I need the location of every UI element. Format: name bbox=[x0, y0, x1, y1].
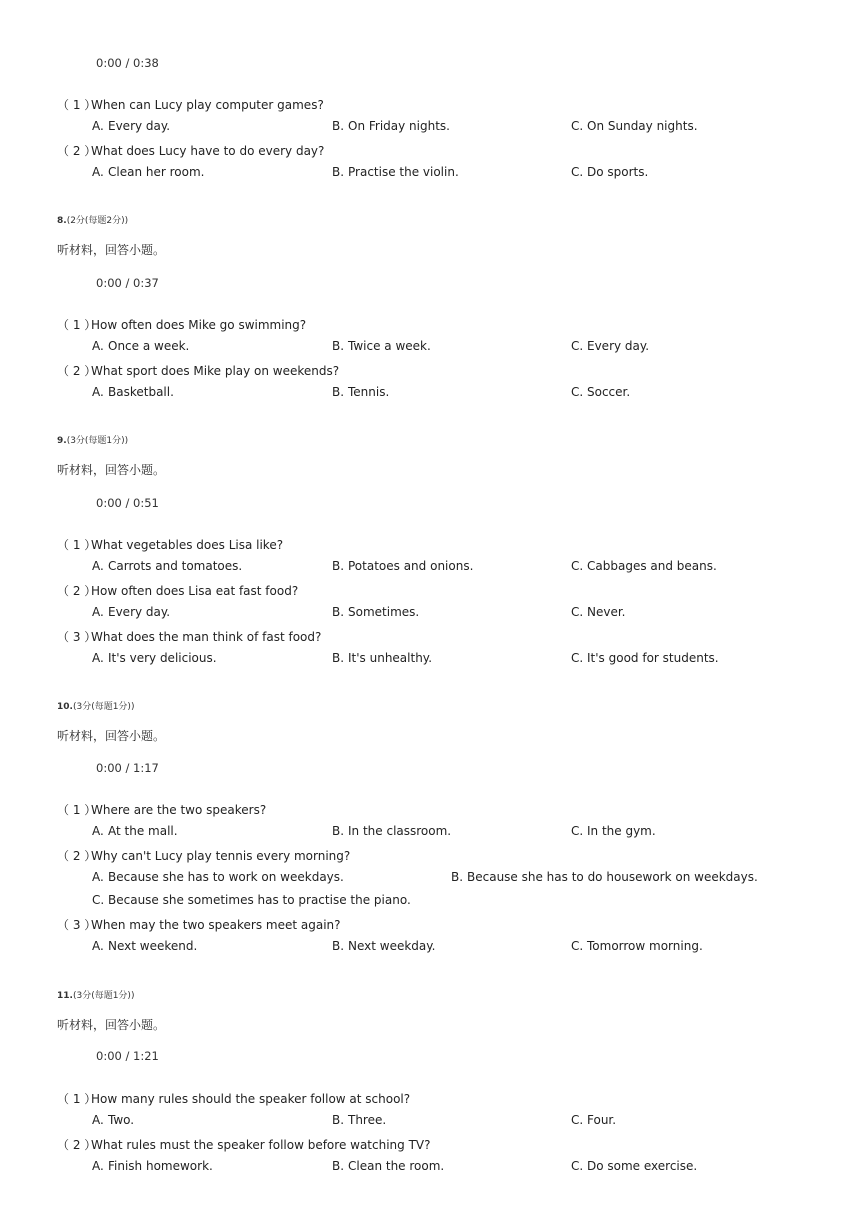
audio-time-display[interactable]: 0:00 / 0:37 bbox=[96, 276, 159, 290]
option-letter: B. bbox=[332, 559, 345, 573]
answer-option-b[interactable] bbox=[332, 605, 419, 619]
sub-question bbox=[57, 1090, 410, 1107]
option-letter: A. bbox=[92, 939, 104, 953]
sub-question bbox=[57, 536, 283, 553]
option-text: Potatoes and onions. bbox=[348, 559, 474, 573]
sub-question-number: （ 1 ） bbox=[57, 1092, 97, 1106]
sub-question-text: Where are the two speakers? bbox=[91, 803, 267, 817]
option-text: Once a week. bbox=[108, 339, 190, 353]
option-text: On Sunday nights. bbox=[587, 119, 698, 133]
option-letter: C. bbox=[571, 119, 584, 133]
audio-time-display[interactable]: 0:00 / 1:17 bbox=[96, 761, 159, 775]
answer-option-b[interactable] bbox=[332, 824, 451, 838]
option-text: Basketball. bbox=[108, 385, 174, 399]
option-letter: B. bbox=[332, 1113, 345, 1127]
sub-question bbox=[57, 316, 306, 333]
option-letter: B. bbox=[332, 651, 345, 665]
sub-question-text: Why can't Lucy play tennis every morning? bbox=[91, 849, 351, 863]
sub-question bbox=[57, 847, 350, 864]
option-text: Next weekday. bbox=[348, 939, 436, 953]
question-points: (2分(每题2分)) bbox=[66, 216, 129, 226]
answer-option-c[interactable] bbox=[571, 1159, 697, 1173]
answer-option-c[interactable] bbox=[571, 824, 656, 838]
option-letter: B. bbox=[332, 165, 345, 179]
sub-question bbox=[57, 582, 298, 599]
sub-question-text: How often does Lisa eat fast food? bbox=[91, 584, 299, 598]
sub-question-text: What does the man think of fast food? bbox=[91, 630, 322, 644]
question-instruction: 听材料，回答小题。 bbox=[57, 1018, 166, 1032]
option-text: Twice a week. bbox=[348, 339, 431, 353]
option-letter: B. bbox=[332, 385, 345, 399]
sub-question-number: （ 3 ） bbox=[57, 630, 97, 644]
sub-question-number: （ 2 ） bbox=[57, 849, 97, 863]
answer-option-a[interactable] bbox=[92, 339, 189, 353]
answer-option-a[interactable] bbox=[92, 165, 204, 179]
answer-option-a[interactable] bbox=[92, 1113, 134, 1127]
sub-question-text: What sport does Mike play on weekends? bbox=[91, 364, 340, 378]
answer-option-c[interactable] bbox=[571, 1113, 616, 1127]
option-letter: A. bbox=[92, 385, 104, 399]
option-letter: A. bbox=[92, 339, 104, 353]
answer-option-a[interactable] bbox=[92, 605, 170, 619]
option-text: Carrots and tomatoes. bbox=[108, 559, 243, 573]
option-letter: C. bbox=[92, 893, 105, 907]
option-text: Cabbages and beans. bbox=[587, 559, 717, 573]
answer-option-b[interactable] bbox=[451, 870, 758, 884]
option-letter: C. bbox=[571, 165, 584, 179]
answer-option-c[interactable] bbox=[571, 339, 649, 353]
option-letter: B. bbox=[332, 824, 345, 838]
option-letter: C. bbox=[571, 339, 584, 353]
option-text: Every day. bbox=[108, 605, 171, 619]
option-letter: C. bbox=[571, 651, 584, 665]
option-letter: C. bbox=[571, 824, 584, 838]
option-letter: C. bbox=[571, 939, 584, 953]
answer-option-b[interactable] bbox=[332, 1159, 444, 1173]
option-letter: C. bbox=[571, 1113, 584, 1127]
option-text: It's unhealthy. bbox=[348, 651, 433, 665]
answer-option-a[interactable] bbox=[92, 939, 197, 953]
answer-option-b[interactable] bbox=[332, 1113, 386, 1127]
sub-question-number: （ 1 ） bbox=[57, 98, 97, 112]
option-text: In the gym. bbox=[587, 824, 656, 838]
option-text: At the mall. bbox=[108, 824, 178, 838]
option-letter: A. bbox=[92, 559, 104, 573]
answer-option-c[interactable] bbox=[571, 385, 630, 399]
answer-option-c[interactable] bbox=[571, 605, 626, 619]
sub-question-text: What vegetables does Lisa like? bbox=[91, 538, 284, 552]
option-text: Because she sometimes has to practise the piano. bbox=[108, 893, 411, 907]
option-letter: C. bbox=[571, 605, 584, 619]
question-instruction: 听材料，回答小题。 bbox=[57, 463, 166, 477]
option-text: Do some exercise. bbox=[587, 1159, 698, 1173]
question-points: (3分(每题1分)) bbox=[66, 436, 129, 446]
sub-question bbox=[57, 916, 341, 933]
audio-time-display[interactable]: 0:00 / 1:21 bbox=[96, 1049, 159, 1063]
option-text: Every day. bbox=[587, 339, 650, 353]
option-text: Next weekend. bbox=[108, 939, 198, 953]
option-letter: A. bbox=[92, 605, 104, 619]
answer-option-c[interactable] bbox=[571, 559, 717, 573]
option-text: Four. bbox=[587, 1113, 617, 1127]
sub-question bbox=[57, 1136, 431, 1153]
sub-question bbox=[57, 628, 321, 645]
option-text: Clean her room. bbox=[108, 165, 205, 179]
question-number: 8. bbox=[57, 216, 67, 226]
question-header bbox=[57, 433, 128, 446]
answer-option-a[interactable] bbox=[92, 559, 242, 573]
option-letter: A. bbox=[92, 1159, 104, 1173]
question-points: (3分(每题1分)) bbox=[72, 991, 135, 1001]
audio-time-display[interactable]: 0:00 / 0:38 bbox=[96, 56, 159, 70]
sub-question-number: （ 1 ） bbox=[57, 803, 97, 817]
option-letter: A. bbox=[92, 1113, 104, 1127]
answer-option-b[interactable] bbox=[332, 119, 450, 133]
sub-question-text: How often does Mike go swimming? bbox=[91, 318, 307, 332]
answer-option-c[interactable] bbox=[571, 651, 719, 665]
option-text: In the classroom. bbox=[348, 824, 452, 838]
option-letter: B. bbox=[332, 339, 345, 353]
answer-option-a[interactable] bbox=[92, 870, 344, 884]
option-text: Do sports. bbox=[587, 165, 649, 179]
sub-question-number: （ 1 ） bbox=[57, 538, 97, 552]
sub-question bbox=[57, 801, 266, 818]
question-number: 9. bbox=[57, 436, 67, 446]
answer-option-a[interactable] bbox=[92, 119, 170, 133]
sub-question-text: When may the two speakers meet again? bbox=[91, 918, 341, 932]
option-text: Two. bbox=[108, 1113, 135, 1127]
answer-option-c[interactable] bbox=[571, 165, 648, 179]
option-letter: A. bbox=[92, 870, 104, 884]
option-text: Because she has to do housework on weekdays. bbox=[467, 870, 758, 884]
option-letter: B. bbox=[451, 870, 464, 884]
option-text: On Friday nights. bbox=[348, 119, 450, 133]
option-text: Every day. bbox=[108, 119, 171, 133]
option-text: Soccer. bbox=[587, 385, 631, 399]
question-header bbox=[57, 213, 128, 226]
option-text: Tennis. bbox=[348, 385, 390, 399]
sub-question-number: （ 2 ） bbox=[57, 1138, 97, 1152]
audio-time-display[interactable]: 0:00 / 0:51 bbox=[96, 496, 159, 510]
option-text: Finish homework. bbox=[108, 1159, 213, 1173]
option-text: Tomorrow morning. bbox=[587, 939, 703, 953]
option-letter: A. bbox=[92, 119, 104, 133]
answer-option-c[interactable] bbox=[571, 939, 703, 953]
question-instruction: 听材料，回答小题。 bbox=[57, 729, 166, 743]
sub-question-number: （ 3 ） bbox=[57, 918, 97, 932]
option-text: Never. bbox=[587, 605, 626, 619]
answer-option-b[interactable] bbox=[332, 651, 432, 665]
option-letter: B. bbox=[332, 605, 345, 619]
question-header bbox=[57, 699, 134, 712]
answer-option-b[interactable] bbox=[332, 339, 431, 353]
option-letter: A. bbox=[92, 824, 104, 838]
answer-option-c[interactable] bbox=[571, 119, 698, 133]
option-letter: C. bbox=[571, 559, 584, 573]
answer-option-a[interactable] bbox=[92, 824, 178, 838]
option-letter: A. bbox=[92, 165, 104, 179]
sub-question-number: （ 2 ） bbox=[57, 584, 97, 598]
answer-option-b[interactable] bbox=[332, 385, 389, 399]
sub-question-text: When can Lucy play computer games? bbox=[91, 98, 324, 112]
answer-option-b[interactable] bbox=[332, 165, 459, 179]
sub-question-number: （ 1 ） bbox=[57, 318, 97, 332]
option-text: It's good for students. bbox=[587, 651, 719, 665]
sub-question-text: What rules must the speaker follow before watching TV? bbox=[91, 1138, 431, 1152]
answer-option-a[interactable] bbox=[92, 385, 174, 399]
option-letter: B. bbox=[332, 1159, 345, 1173]
answer-option-b[interactable] bbox=[332, 939, 435, 953]
sub-question-text: What does Lucy have to do every day? bbox=[91, 144, 325, 158]
option-letter: A. bbox=[92, 651, 104, 665]
sub-question-number: （ 2 ） bbox=[57, 144, 97, 158]
option-text: It's very delicious. bbox=[108, 651, 217, 665]
question-instruction: 听材料，回答小题。 bbox=[57, 243, 166, 257]
option-letter: C. bbox=[571, 1159, 584, 1173]
option-text: Sometimes. bbox=[348, 605, 420, 619]
sub-question bbox=[57, 142, 324, 159]
answer-option-a[interactable] bbox=[92, 651, 217, 665]
option-letter: B. bbox=[332, 119, 345, 133]
sub-question-text: How many rules should the speaker follow at school? bbox=[91, 1092, 411, 1106]
sub-question bbox=[57, 362, 339, 379]
option-text: Three. bbox=[348, 1113, 387, 1127]
option-letter: B. bbox=[332, 939, 345, 953]
option-text: Because she has to work on weekdays. bbox=[108, 870, 344, 884]
answer-option-b[interactable] bbox=[332, 559, 473, 573]
sub-question bbox=[57, 96, 324, 113]
option-text: Clean the room. bbox=[348, 1159, 445, 1173]
sub-question-number: （ 2 ） bbox=[57, 364, 97, 378]
option-letter: C. bbox=[571, 385, 584, 399]
option-text: Practise the violin. bbox=[348, 165, 459, 179]
answer-option-c[interactable] bbox=[92, 893, 411, 907]
question-number: 11. bbox=[57, 991, 73, 1001]
question-points: (3分(每题1分)) bbox=[72, 702, 135, 712]
answer-option-a[interactable] bbox=[92, 1159, 213, 1173]
question-number: 10. bbox=[57, 702, 73, 712]
question-header bbox=[57, 988, 134, 1001]
